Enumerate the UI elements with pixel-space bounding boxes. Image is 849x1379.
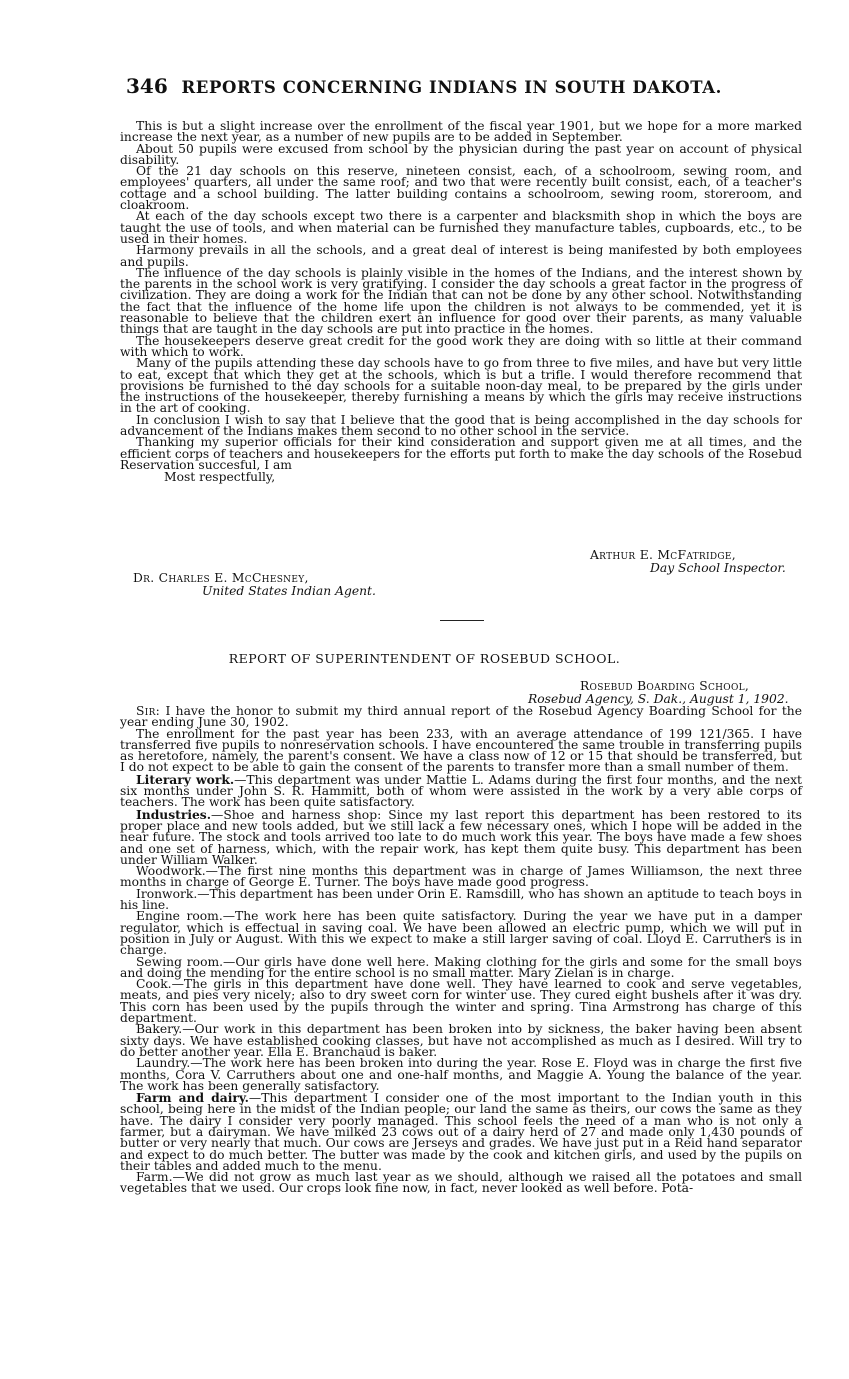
paragraph: Ironwork.—This department has been under Orin E. Ramsdill, who has shown an aptitude to teach boys in his line. (120, 886, 802, 913)
paragraph: The enrollment for the past year has been 233, with an average attendance of 199 121/365. I have transferred five pupils to nonreservation schools. I have encountered the same trouble in transferring pupils as heretofore, namely, the parent's consent. We have a class now of 12 or 15 that should be transferred, but I do not expect to be able to gain the consent of the parents to transfer more than a small number of them. (120, 726, 802, 775)
addressee-title: United States Indian Agent. (202, 584, 376, 598)
paragraph: Many of the pupils attending these day schools have to go from three to five miles, and have but very little to eat, except that which they get at the schools, which is but a trifle. I would therefore recommend that provisions be furnished to the day schools for a suitable noon-day meal, to be prepared by the girls under the instructions of the housekeeper, thereby furnishing a means by which the girls may receive instructions in the art of cooking. (120, 356, 802, 416)
addressee-name: Dr. Charles E. McChesney, (133, 571, 309, 585)
paragraph: In conclusion I wish to say that I believe that the good that is being accomplished in the day schools for advancement of the Indians makes them second to no other school in the service. (120, 412, 802, 439)
paragraph: Engine room.—The work here has been quite satisfactory. During the year we have put in a damper regulator, which is effectual in saving coal. We have been allowed an electric pump, which we will put in position in July or August. With this we expect to make a still larger saving of coal. Lloyd E. Carruthers is in charge. (120, 909, 802, 958)
salutation: Sir: (136, 704, 161, 718)
paragraph: Laundry.—The work here has been broken into during the year. Rose E. Floyd was in charge the first five months, Cora V. Carruthers about one and one-half months, and Maggie A. Young the balance of the year. The work has been generally satisfactory. (120, 1056, 802, 1093)
section-divider (440, 620, 484, 621)
running-head (126, 74, 806, 98)
paragraph: At each of the day schools except two there is a carpenter and blacksmith shop in which the boys are taught the use of tools, and when material can be furnished they manufacture tables, cupboards, etc., to be used in their homes. (120, 209, 802, 246)
paragraph (120, 806, 802, 867)
closing-line: Most respectfully, (164, 470, 276, 485)
signer-title: Day School Inspector. (650, 561, 786, 575)
paragraph-lead: Literary work. (136, 771, 235, 787)
paragraph (120, 1092, 802, 1172)
paragraph (120, 771, 802, 810)
paragraph-text: —This department I consider one of the most important to the Indian youth in this school, being here in the midst of the Indian people; our land the same as theirs, our cows the same as they have. The dairy I consider very poorly managed. This school feels the need of a man who is not only a farmer, but a dairyman. We have milked 23 cows out of a dairy herd of 27 and made only 1,430 pounds of butter or very nearly that much. Our cows are Jerseys and grades. We have just put in a Reid hand separator and expect to do much better. The butter was made by the cook and kitchen girls, and used by the pupils on their tables and added much to the menu. (120, 1091, 802, 1173)
paragraph (120, 706, 802, 729)
paragraph: Sewing room.—Our girls have done well here. Making clothing for the girls and some for the small boys and doing the mending for the entire school is no small matter. Mary Zielan is in charge. (120, 954, 802, 980)
dateline: Rosebud Agency, S. Dak., August 1, 1902. (528, 692, 789, 706)
school-name: Rosebud Boarding School, (580, 679, 750, 693)
paragraph: Harmony prevails in all the schools, and a great deal of interest is being manifested by both employees and pupils. (120, 243, 802, 269)
paragraph: Thanking my superior officials for their kind consideration and support given me at all times, and the efficient corps of teachers and housekeepers for the efforts put forth to make the day schools of the Rosebud Reservation succesful, I am (120, 435, 802, 472)
signer-name: Arthur E. McFatridge, (590, 548, 736, 562)
paragraph: Cook.—The girls in this department have done well. They have learned to cook and serve vegetables, meats, and pies very nicely; also to dry sweet corn for winter use. They cured eight bushels after it was dry. This corn has been used by the pupils through the winter and spring. Tina Armstrong has charge of this department. (120, 977, 802, 1026)
paragraph-lead: Industries. (136, 806, 212, 822)
paragraph: The housekeepers deserve great credit for the good work they are doing with so little at their command with which to work. (120, 333, 802, 359)
page-number: 346 (126, 74, 168, 98)
superintendent-report-body (120, 706, 802, 1195)
inspector-report-body (120, 121, 802, 484)
paragraph: Bakery.—Our work in this department has been broken into by sickness, the baker having been absent sixty days. We have established cooking classes, but have not accomplished as much as I desired. Will try to do better another year. Ella E. Branchaud is baker. (120, 1022, 802, 1059)
paragraph: This is but a slight increase over the enrollment of the fiscal year 1901, but we hope for a more marked increase the next year, as a number of new pupils are to be added in September. (120, 119, 802, 145)
paragraph-text: I have the honor to submit my third annual report of the Rosebud Agency Boarding School for the year ending June 30, 1902. (120, 704, 802, 730)
paragraph: Of the 21 day schools on this reserve, nineteen consist, each, of a schoolroom, sewing room, and employees' quarters, all under the same roof; and two that were recently built consist, each, of a teacher's cottage and a school building. The latter building contains a schoolroom, sewing room, storeroom, and cloakroom. (120, 164, 802, 213)
paragraph: About 50 pupils were excused from school by the physician during the past year on account of physical disability. (120, 141, 802, 167)
paragraph: Farm.—We did not grow as much last year as we should, although we raised all the potatoes and small vegetables that we used. Our crops look fine now, in fact, never looked as well before. Pota- (120, 1170, 802, 1196)
section-heading: REPORT OF SUPERINTENDENT OF ROSEBUD SCHOOL. (228, 651, 621, 666)
page-title: REPORTS CONCERNING INDIANS IN SOUTH DAKOTA. (181, 78, 722, 97)
paragraph-text: —Shoe and harness shop: Since my last report this department has been restored to its proper place and new tools added, but we still lack a few necessary ones, which I hope will be added in the near future. The stock and tools arrived too late to do much work this year. The boys have made a few shoes and one set of harness, which, with the repair work, has kept them quite busy. This department has been under William Walker. (120, 807, 802, 867)
paragraph: Woodwork.—The first nine months this department was in charge of James Williamson, the next three months in charge of George E. Turner. The boys have made good progress. (120, 864, 802, 890)
paragraph: The influence of the day schools is plainly visible in the homes of the Indians, and the interest shown by the parents in the school work is very gratifying. I consider the day schools a great factor in the progress of civilization. They are doing a work for the Indian that can not be done by any other school. Notwithstanding the fact that the influence of the home life upon the children is not always to be commended, yet it is reasonable to believe that the children exert an influence for good over their parents, as many valuable things that are taught in the day schools are put into practice in the homes. (120, 265, 802, 337)
paragraph-lead: Farm and dairy. (136, 1090, 249, 1106)
paragraph-text: —This department was under Mattie L. Adams during the first four months, and the next six months under John S. R. Hammitt, both of whom were assisted in the work by a very able corps of teachers. The work has been quite satisfactory. (120, 772, 802, 810)
